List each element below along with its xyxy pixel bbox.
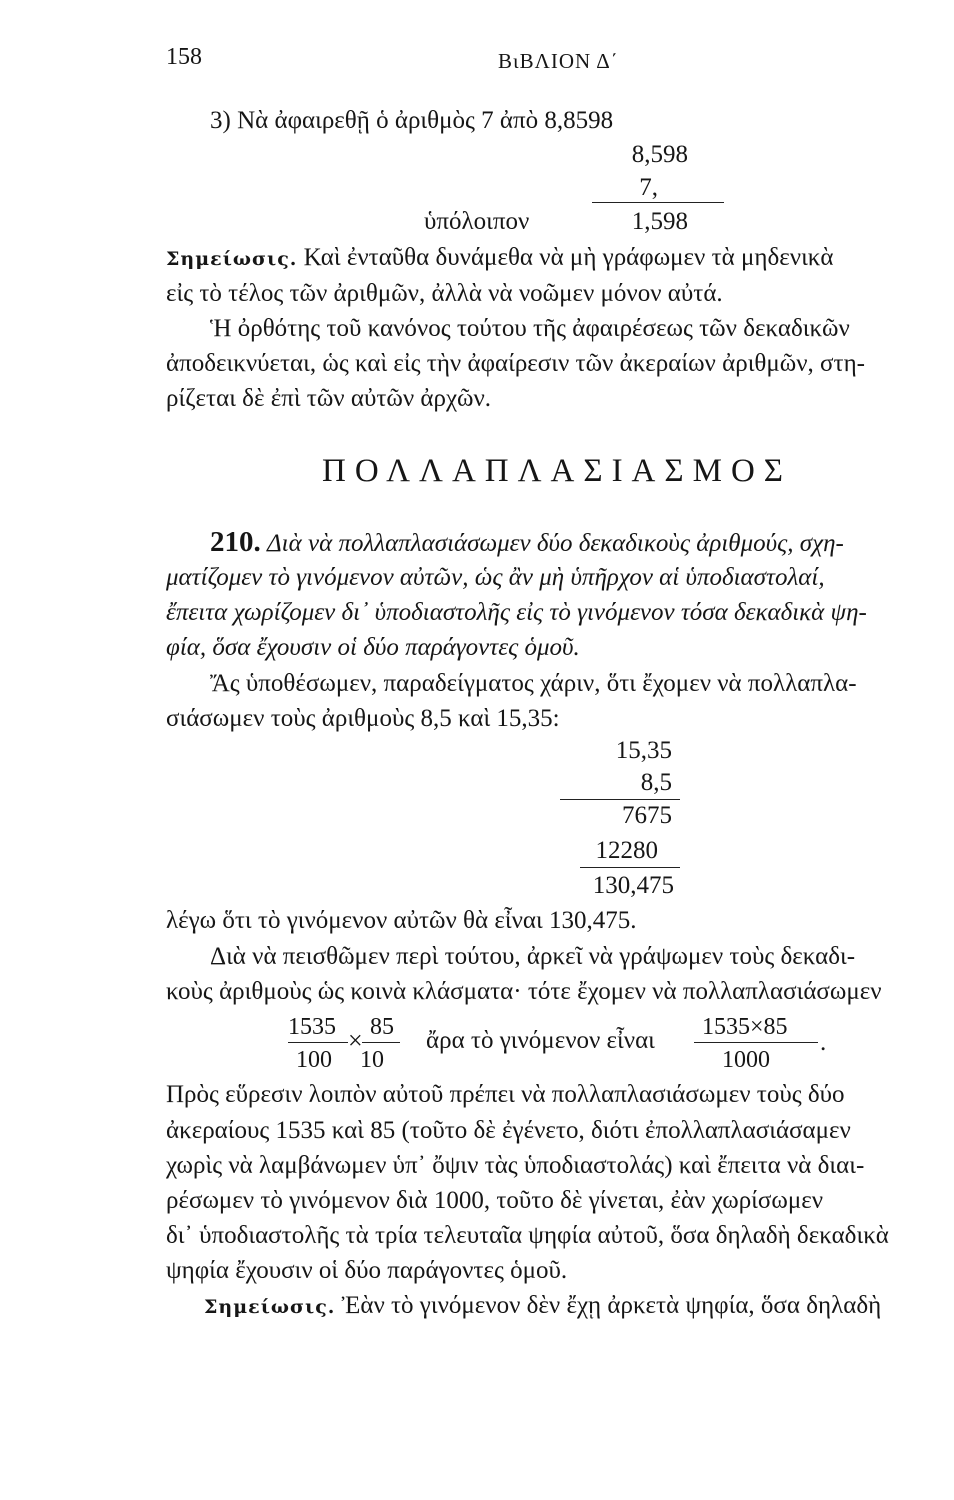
proof-line-1: Διὰ νὰ πεισθῶμεν περὶ τούτου, ἀρκεῖ νὰ γράψωμεν τοὺς δεκαδι- — [210, 943, 856, 970]
fraction-1-numerator: 1535 — [288, 1014, 336, 1040]
note-1-line-5: ρίζεται δὲ ἐπὶ τῶν αὐτῶν ἀρχῶν. — [166, 385, 492, 412]
final-product: 130,475 — [592, 872, 674, 899]
fraction-end-dot: . — [820, 1029, 827, 1056]
note-2-label: Σημείωσις. — [204, 1296, 336, 1318]
fraction-1-bar — [288, 1042, 348, 1043]
proof-line-6: ρέσωμεν τὸ γινόμενον διὰ 1000, τοῦτο δὲ γίνεται, ἐὰν χωρίσωμεν — [166, 1187, 824, 1214]
multiplier: 8,5 — [640, 769, 672, 796]
proof-line-7: δι᾽ ὑποδιαστολῆς τὰ τρία τελευταῖα ψηφία αὐτοῦ, ὅσα δηλαδὴ δεκαδικὰ — [166, 1222, 889, 1249]
note-2-line — [204, 1291, 881, 1322]
fraction-middle-text: ἄρα τὸ γινόμενον εἶναι — [426, 1027, 655, 1054]
fraction-2-bar — [362, 1042, 400, 1043]
subtrahend: 7, — [639, 174, 658, 201]
proof-line-2: κοὺς ἀριθμοὺς ὡς κοινὰ κλάσματα· τότε ἔχομεν νὰ πολλαπλασιάσωμεν — [166, 978, 882, 1005]
fraction-3-denominator: 1000 — [722, 1047, 770, 1073]
remainder-value: 1,598 — [631, 208, 688, 235]
note-2-text: Ἐὰν τὸ γινόμενον δὲν ἔχῃ ἀρκετὰ ψηφία, ὅσα δηλαδὴ — [341, 1292, 882, 1319]
fraction-2-numerator: 85 — [370, 1014, 394, 1040]
fraction-3-bar — [694, 1042, 818, 1043]
fraction-1-denominator: 100 — [296, 1047, 332, 1073]
subtraction-rule — [592, 202, 724, 203]
example-line-1: Ἄς ὑποθέσωμεν, παραδείγματος χάριν, ὅτι ἔχομεν νὰ πολλαπλα- — [210, 670, 857, 697]
exercise-3-statement: 3) Νὰ ἀφαιρεθῇ ὁ ἀριθμὸς 7 ἀπὸ 8,8598 — [210, 107, 614, 134]
proof-line-3: Πρὸς εὕρεσιν λοιπὸν αὐτοῦ πρέπει νὰ πολλαπλασιάσωμεν τοὺς δύο — [166, 1081, 845, 1108]
multiplicand: 15,35 — [615, 737, 672, 764]
running-head: ΒιΒΛΙΟΝ Δ΄ — [498, 49, 619, 73]
example-conclusion: λέγω ὅτι τὸ γινόμενον αὐτῶν θὰ εἶναι 130,475. — [166, 907, 637, 934]
proof-line-5: χωρὶς νὰ λαμβάνωμεν ὑπ᾽ ὄψιν τὰς ὑποδιαστολάς) καὶ ἔπειτα νὰ διαι- — [166, 1152, 865, 1179]
note-1-line-3: Ἡ ὀρθότης τοῦ κανόνος τούτου τῆς ἀφαιρέσεως τῶν δεκαδικῶν — [210, 315, 850, 342]
note-1-line-1 — [166, 243, 834, 274]
multiplication-rule-1 — [560, 799, 680, 800]
rule-210-line-4: φία, ὅσα ἔχουσιν οἱ δύο παράγοντες ὁμοῦ. — [166, 634, 580, 661]
partial-product-1: 7675 — [622, 802, 672, 829]
note-1-line-2: εἰς τὸ τέλος τῶν ἀριθμῶν, ἀλλὰ νὰ νοῶμεν μόνον αὐτά. — [166, 280, 723, 307]
remainder-label: ὑπόλοιπον — [424, 208, 530, 235]
rule-210-line-1 — [210, 527, 844, 559]
times-sign: × — [348, 1026, 363, 1055]
rule-210-text: Διὰ νὰ πολλαπλασιάσωμεν δύο δεκαδικοὺς ἀριθμούς, σχη- — [267, 530, 844, 557]
fraction-2-denominator: 10 — [360, 1047, 384, 1073]
proof-line-4: ἀκεραίους 1535 καὶ 85 (τοῦτο δὲ ἐγένετο, διότι ἐπολλαπλασιάσαμεν — [166, 1117, 851, 1144]
section-title: ΠΟΛΛΑΠΛΑΣΙΑΣΜΟΣ — [322, 453, 792, 489]
multiplication-rule-2 — [580, 867, 680, 868]
fraction-3-numerator: 1535×85 — [702, 1014, 788, 1040]
rule-210-line-2: ματίζομεν τὸ γινόμενον αὐτῶν, ὡς ἂν μὴ ὑπῆρχον αἱ ὑποδιαστολαί, — [166, 564, 825, 591]
proof-line-8: ψηφία ἔχουσιν οἱ δύο παράγοντες ὁμοῦ. — [166, 1257, 568, 1284]
page-number: 158 — [166, 44, 202, 70]
paragraph-number: 210. — [210, 526, 261, 558]
example-line-2: σιάσωμεν τοὺς ἀριθμοὺς 8,5 καὶ 15,35: — [166, 705, 560, 732]
note-1-line-4: ἀποδεικνύεται, ὡς καὶ εἰς τὴν ἀφαίρεσιν τῶν ἀκεραίων ἀριθμῶν, στη- — [166, 350, 865, 377]
rule-210-line-3: ἔπειτα χωρίζομεν δι᾽ ὑποδιαστολῆς εἰς τὸ γινόμενον τόσα δεκαδικὰ ψη- — [166, 599, 867, 626]
partial-product-2: 12280 — [595, 837, 658, 864]
note-1-text: Καὶ ἐνταῦθα δυνάμεθα νὰ μὴ γράφωμεν τὰ μηδενικὰ — [303, 244, 834, 271]
note-1-label: Σημείωσις. — [166, 248, 298, 270]
minuend: 8,598 — [631, 141, 688, 168]
